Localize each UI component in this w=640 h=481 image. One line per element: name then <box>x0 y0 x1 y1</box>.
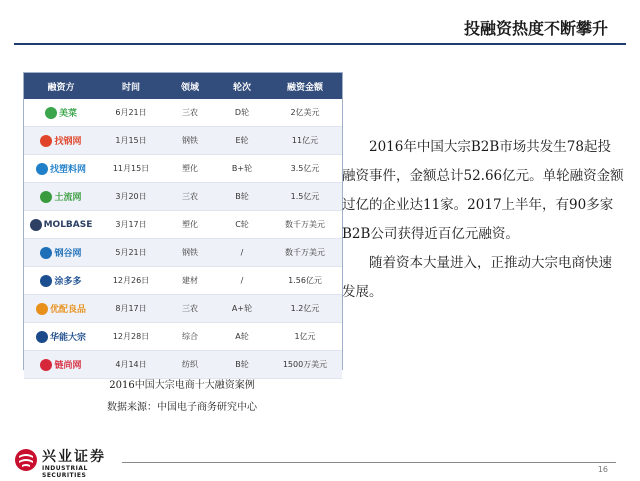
body-paragraph-1: 2016年中国大宗B2B市场共发生78起投融资事件，金额总计52.66亿元。单轮融资金额过亿的企业达11家。2017上半年，有90多家B2B公司获得近百亿元融资。 <box>342 139 624 242</box>
date-cell: 3月17日 <box>115 220 147 229</box>
field-cell: 三农 <box>182 192 198 201</box>
column-header-round: 轮次 <box>232 82 251 93</box>
company-logo-icon <box>40 135 52 147</box>
company-logo-cell <box>24 271 98 291</box>
company-logo-icon <box>40 247 52 259</box>
company-logo <box>27 215 96 235</box>
round-cell: / <box>240 276 244 285</box>
company-logo-icon <box>36 163 48 175</box>
amount-cell: 3.5亿元 <box>290 164 320 173</box>
date-cell: 6月21日 <box>115 108 147 117</box>
page-title: 投融资热度不断攀升 <box>463 19 608 38</box>
date-cell: 11月15日 <box>112 164 150 173</box>
page-number: 16 <box>597 465 608 474</box>
round-cell: E轮 <box>235 136 249 145</box>
column-header-company: 融资方 <box>47 82 75 93</box>
field-cell: 塑化 <box>182 220 198 229</box>
field-cell: 综合 <box>182 332 198 341</box>
company-logo-icon <box>45 107 57 119</box>
amount-cell: 11亿元 <box>291 136 319 145</box>
amount-cell: 1.56亿元 <box>288 276 322 285</box>
round-cell: A轮 <box>235 332 249 341</box>
company-logo-cell <box>24 243 98 263</box>
company-logo-icon <box>40 191 52 203</box>
company-logo-cell <box>24 355 98 375</box>
company-logo-cell <box>24 187 98 207</box>
amount-cell: 1500万美元 <box>282 360 328 369</box>
date-cell: 1月15日 <box>115 136 147 145</box>
company-name: 优配良品 <box>49 305 86 315</box>
round-cell: / <box>240 248 244 257</box>
amount-cell: 1.5亿元 <box>290 192 320 201</box>
date-cell: 12月28日 <box>112 332 150 341</box>
company-logo <box>37 187 84 207</box>
table-row <box>24 127 342 155</box>
company-name: 链尚网 <box>54 361 82 371</box>
field-cell: 钢铁 <box>182 136 198 145</box>
round-cell: A+轮 <box>231 304 253 313</box>
company-logo <box>37 131 84 151</box>
company-name: 土流网 <box>54 193 82 203</box>
round-cell: C轮 <box>235 220 249 229</box>
round-cell: B+轮 <box>231 164 253 173</box>
company-logo-icon <box>30 219 42 231</box>
body-text <box>342 133 624 307</box>
body-paragraph-2: 随着资本大量进入，正推动大宗电商快速发展。 <box>342 255 612 300</box>
company-logo <box>33 299 89 319</box>
amount-cell: 1亿元 <box>294 332 316 341</box>
company-logo-cell <box>24 299 98 319</box>
round-cell: D轮 <box>234 108 250 117</box>
company-logo <box>37 355 84 375</box>
title-divider <box>14 43 626 45</box>
data-source: 数据来源：中国电子商务研究中心 <box>107 402 257 413</box>
field-cell: 三农 <box>182 304 198 313</box>
amount-cell: 2亿美元 <box>290 108 320 117</box>
company-logo <box>42 103 80 123</box>
field-cell: 纺织 <box>182 360 198 369</box>
date-cell: 3月20日 <box>115 192 147 201</box>
table-row <box>24 267 342 295</box>
company-logo-icon <box>40 359 52 371</box>
company-logo <box>37 271 84 291</box>
field-cell: 塑化 <box>182 164 198 173</box>
financing-table <box>23 72 343 370</box>
date-cell: 5月21日 <box>115 248 147 257</box>
table-row <box>24 323 342 351</box>
company-logo-cell <box>24 215 98 235</box>
column-header-field: 领域 <box>180 82 199 93</box>
column-header-date: 时间 <box>121 82 140 93</box>
brand-emblem-icon <box>14 448 38 472</box>
field-cell: 建材 <box>182 276 198 285</box>
company-logo-cell <box>24 131 98 151</box>
brand-name-cn: 兴业证券 <box>42 449 106 465</box>
company-logo <box>33 159 89 179</box>
company-name: 涂多多 <box>54 277 82 287</box>
company-logo-cell <box>24 159 98 179</box>
company-name: 找钢网 <box>54 137 82 147</box>
round-cell: B轮 <box>235 192 249 201</box>
table-caption: 2016中国大宗电商十大融资案例 <box>109 380 255 391</box>
table-header-row <box>24 73 342 99</box>
date-cell: 12月26日 <box>112 276 150 285</box>
company-logo-icon <box>36 331 48 343</box>
amount-cell: 1.2亿元 <box>290 304 320 313</box>
date-cell: 4月14日 <box>115 360 147 369</box>
table-row <box>24 155 342 183</box>
column-header-amount: 融资金额 <box>286 82 323 93</box>
company-name: MOLBASE <box>43 219 93 230</box>
footer-divider <box>122 462 616 463</box>
company-logo-icon <box>40 275 52 287</box>
field-cell: 三农 <box>182 108 198 117</box>
company-logo <box>33 327 89 347</box>
table-row <box>24 239 342 267</box>
brand-name-en: INDUSTRIAL SECURITIES <box>42 465 88 479</box>
company-logo-cell <box>24 327 98 347</box>
table-row <box>24 351 342 379</box>
company-name: 华能大宗 <box>49 333 86 343</box>
company-name: 钢谷网 <box>54 249 82 259</box>
field-cell: 钢铁 <box>182 248 198 257</box>
company-logo <box>37 243 84 263</box>
company-logo-cell <box>24 103 98 123</box>
table-row <box>24 211 342 239</box>
company-logo-icon <box>36 303 48 315</box>
amount-cell: 数千万美元 <box>285 248 325 257</box>
table-body <box>24 99 342 379</box>
table-row <box>24 183 342 211</box>
table-row <box>24 99 342 127</box>
brand-logo <box>14 446 124 479</box>
company-name: 找塑料网 <box>49 165 86 175</box>
round-cell: B轮 <box>235 360 249 369</box>
amount-cell: 数千万美元 <box>285 220 325 229</box>
company-name: 美菜 <box>58 109 77 119</box>
table-row <box>24 295 342 323</box>
date-cell: 8月17日 <box>115 304 147 313</box>
